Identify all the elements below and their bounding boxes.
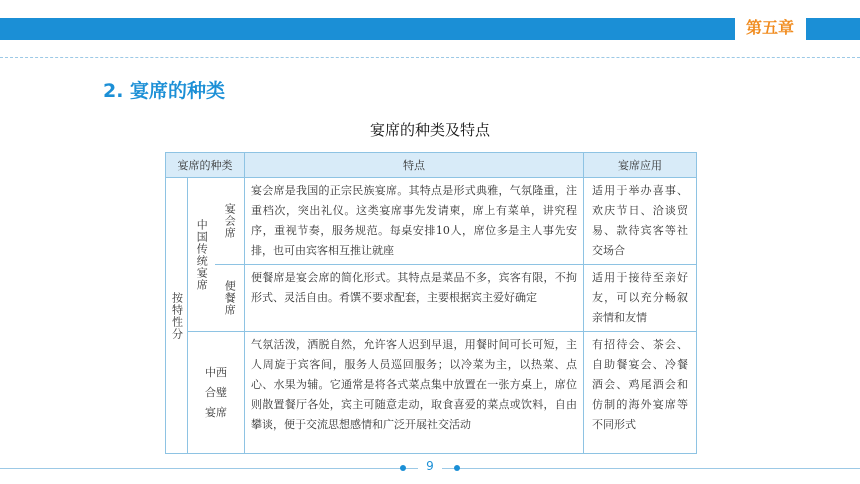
row-name-cell	[188, 332, 245, 454]
row-application: 适用于接待至亲好友，可以充分畅叙亲情和友情	[584, 265, 697, 332]
row-name: 宴会席	[223, 203, 237, 239]
row-application: 适用于举办喜事、欢庆节日、洽谈贸易、款待宾客等社交场合	[584, 178, 697, 265]
header-type: 宴席的种类	[166, 153, 245, 178]
group-label: 中国传统宴席	[195, 218, 209, 291]
row-name: 中西合璧宴席	[205, 365, 228, 419]
table-row	[166, 178, 697, 265]
category-label: 按特性分	[170, 291, 184, 340]
row-feature: 便餐席是宴会席的简化形式。其特点是菜品不多，宾客有限，不拘形式、灵活自由。肴馔不要求配套，主要根据宾主爱好确定	[245, 265, 584, 332]
table-header-row	[166, 153, 697, 178]
header-bar-left	[0, 18, 735, 40]
category-cell	[166, 178, 188, 454]
page-number: 9	[418, 459, 442, 473]
row-name-cell	[215, 265, 245, 332]
chapter-label: 第五章	[736, 14, 804, 42]
header-divider	[0, 57, 860, 58]
section-title: 2. 宴席的种类	[103, 80, 226, 102]
footer-dot-left	[400, 465, 406, 471]
group-cell	[188, 178, 215, 332]
row-feature: 宴会席是我国的正宗民族宴席。其特点是形式典雅，气氛隆重，注重档次，突出礼仪。这类宴席事先发请柬，席上有菜单，讲究程序，重视节奏，服务规范。每桌安排10人，席位多是主人事先安排，也可由宾客相互推让就座	[245, 178, 584, 265]
table-row	[166, 332, 697, 454]
footer-dot-right	[454, 465, 460, 471]
row-name: 便餐席	[223, 280, 237, 316]
header-feature: 特点	[245, 153, 584, 178]
row-feature: 气氛活泼，洒脱自然，允许客人迟到早退，用餐时间可长可短，主人周旋于宾客间，服务人员巡回服务；以冷菜为主，以热菜、点心、水果为辅。它通常是将各式菜点集中放置在一张方桌上，席位则散置餐厅各处，宾主可随意走动，取食喜爱的菜点或饮料，自由攀谈，便于交流思想感情和广泛开展社交活动	[245, 332, 584, 454]
header-bar-right	[806, 18, 860, 40]
table-caption: 宴席的种类及特点	[369, 121, 490, 139]
banquet-types-table	[165, 152, 697, 454]
table-row	[166, 265, 697, 332]
header-application: 宴席应用	[584, 153, 697, 178]
row-name-cell	[215, 178, 245, 265]
row-application: 有招待会、茶会、自助餐宴会、冷餐酒会、鸡尾酒会和仿制的海外宴席等不同形式	[584, 332, 697, 454]
